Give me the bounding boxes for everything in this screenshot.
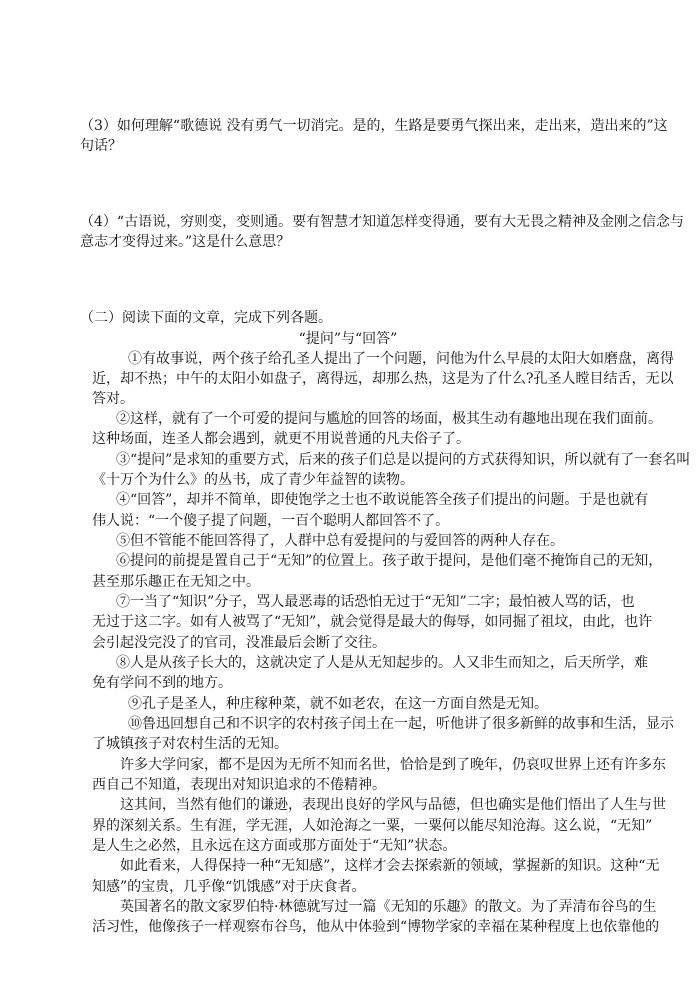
section-heading: （二）阅读下面的文章，完成下列各题。 [80,310,332,326]
article-line: ①有故事说，两个孩子给孔圣人提出了一个问题，问他为什么早晨的太阳大如磨盘，离得 [128,351,674,367]
article-line: ②这样，就有了一个可爱的提问与尴尬的回答的场面，极其生动有趣地出现在我们面前。 [116,411,662,427]
article-line: 伟人说：“一个傻子提了问题，一百个聪明人都回答不了。 [92,513,450,529]
article-line: ⑥提问的前提是置自己于“无知”的位置上。孩子敢于提问，是他们毫不掩饰自己的无知， [116,553,663,569]
article-line: ⑤但不管能不能回答得了，人群中总有爱提问的与爱回答的两种人存在。 [116,533,564,549]
article-line: 近，却不热；中午的太阳小如盘子，离得远，却那么热，这是为了什么?孔圣人瞠目结舌，无以 [92,371,674,387]
article-line: 活习性，他像孩子一样观察布谷鸟，他从中体验到“博物学家的幸福在某种程度上也依靠他的 [92,919,660,935]
question-4-line-2: 意志才变得过来。”这是什么意思？ [80,234,291,250]
article-line: 这种场面，连圣人都会遇到，就更不用说普通的凡夫俗子了。 [92,431,470,447]
article-line: ⑦一当了“知识”分子，骂人最恶毒的话恐怕无过于“无知”二字；最怕被人骂的话，也 [116,594,635,610]
article-line: 如此看来，人得保持一种“无知感”，这样才会去探索新的领域，掌握新的知识。这种“无 [120,858,660,874]
article-line: ⑩鲁迅回想自己和不识字的农村孩子闰土在一起，听他讲了很多新鲜的故事和生活，显示 [128,716,674,732]
article-line: 许多大学问家，都不是因为无所不知而名世，恰恰是到了晚年，仍哀叹世界上还有许多东 [120,757,666,773]
article-line: 知感”的宝贵，几乎像“饥饿感”对于庆食者。 [92,879,366,895]
article-line: 是人生之必然，且永远在这方面或那方面处于“无知”状态。 [92,838,457,854]
article-line: ⑨孔子是圣人，种庄稼种菜，就不如老农，在这一方面自然是无知。 [128,696,548,712]
article-line: 这其间，当然有他们的谦逊，表现出良好的学风与品德，但也确实是他们悟出了人生与世 [120,797,666,813]
article-line: 了城镇孩子对农村生活的无知。 [92,736,288,752]
article-line: 英国著名的散文家罗伯特·林德就写过一篇《无知的乐趣》的散文。为了弄清布谷鸟的生 [120,899,657,915]
article-line: 免有学问不到的地方。 [92,675,232,691]
article-title: “提问”与“回答” [298,331,398,347]
question-4-line-1: （4）“古语说，穷则变，变则通。要有智慧才知道怎样变得通，要有大无畏之精神及金刚之信念与 [80,214,685,230]
article-line: ④“回答”，却并不简单，即使饱学之士也不敢说能答全孩子们提出的问题。于是也就有 [116,492,649,508]
article-line: 无过于这二字。如有人被骂了“无知”，就会觉得是最大的侮辱，如同掘了祖坟，由此，也许 [92,614,653,630]
article-line: 会引起没完没了的官司，没准最后会断了交往。 [92,635,386,651]
article-line: 《十万个为什么》的丛书，成了青少年益智的读物。 [92,472,414,488]
article-line: 西自己不知道，表现出对知识追求的不倦精神。 [92,777,386,793]
question-3-line-1: （3）如何理解“歌德说 没有勇气一切消完。是的，生路是要勇气探出来，走出来，造出来的”这 [80,118,668,134]
question-3-line-2: 句话？ [80,138,122,154]
article-line: 答对。 [92,391,134,407]
article-line: 甚至那乐趣正在无知之中。 [92,574,260,590]
article-line: ⑧人是从孩子长大的，这就决定了人是从无知起步的。人又非生而知之，后天所学，难 [116,655,648,671]
article-line: 界的深刻关系。生有涯，学无涯，人如沧海之一粟，一粟何以能尽知沧海。这么说，“无知” [92,818,653,834]
article-line: ③“提问”是求知的重要方式，后来的孩子们总是以提问的方式获得知识，所以就有了一套名叫 [116,452,691,468]
